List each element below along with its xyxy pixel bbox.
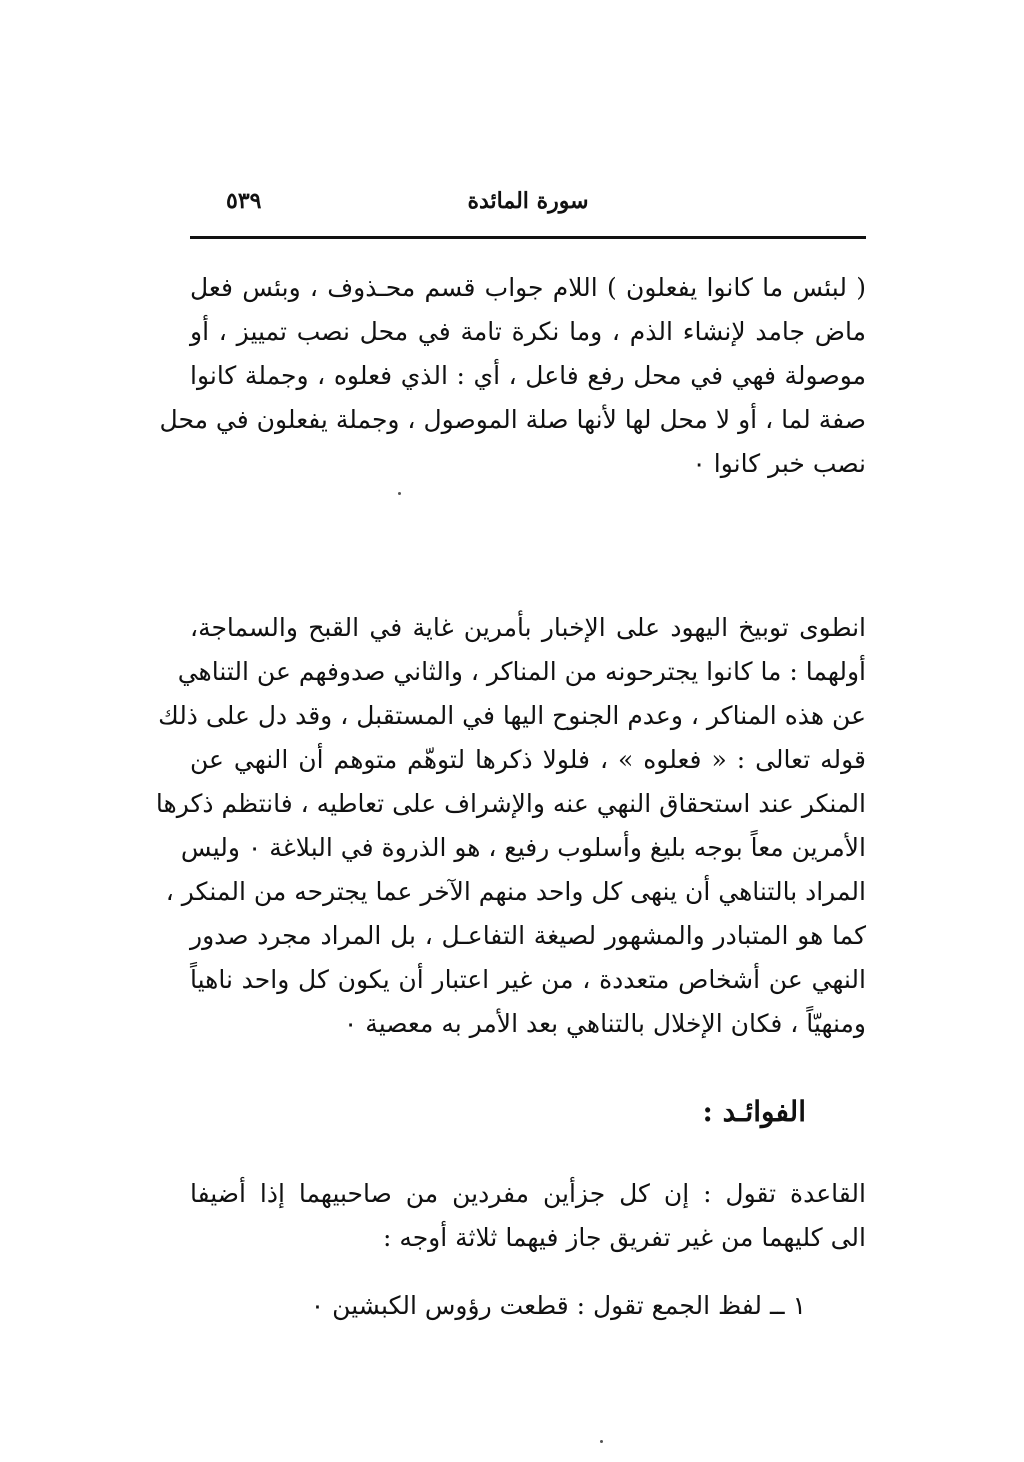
page-number: ٥٣٩ [226, 188, 262, 214]
text-line: النهي عن أشخاص متعددة ، من غير اعتبار أن يكون كل واحد ناهياً [190, 965, 866, 994]
text-line: أولهما : ما كانوا يجترحونه من المناكر ، والثاني صدوفهم عن التناهي [177, 657, 866, 686]
section-heading: الفوائـد : [702, 1095, 806, 1128]
text-line: انطوى توبيخ اليهود على الإخبار بأمرين غاية في القبح والسماجة، [190, 613, 866, 642]
text-line: الى كليهما من غير تفريق جاز فيهما ثلاثة أوجه : [382, 1223, 866, 1252]
text-line: صفة لما ، أو لا محل لها لأنها صلة الموصول ، وجملة يفعلون في محل [159, 405, 866, 434]
grammar-paragraph [159, 266, 866, 486]
text-line: ومنهيّاً ، فكان الإخلال بالتناهي بعد الأمر به معصية ٠ [343, 1009, 866, 1038]
rule-paragraph [190, 1172, 866, 1260]
rhetoric-paragraph [155, 606, 866, 1046]
text-line: المراد بالتناهي أن ينهى كل واحد منهم الآخر عما يجترحه من المنكر ، [165, 877, 866, 906]
text-line: قوله تعالى : « فعلوه » ، فلولا ذكرها لتوهّم متوهم أن النهي عن [190, 745, 866, 774]
text-line: الأمرين معاً بوجه بليغ وأسلوب رفيع ، هو الذروة في البلاغة ٠ وليس [180, 833, 866, 862]
text-line: كما هو المتبادر والمشهور لصيغة التفاعـل ، بل المراد مجرد صدور [190, 921, 866, 950]
scan-speck [398, 492, 401, 495]
page-header [190, 188, 866, 228]
list-item: ١ ــ لفظ الجمع تقول : قطعت رؤوس الكبشين ٠ [310, 1291, 806, 1320]
text-line: ماض جامد لإنشاء الذم ، وما نكرة تامة في محل نصب تمييز ، أو [190, 317, 866, 346]
running-title: سورة المائدة [467, 188, 589, 214]
text-line: القاعدة تقول : إن كل جزأين مفردين من صاحبيهما إذا أضيفا [190, 1179, 866, 1208]
text-line: موصولة فهي في محل رفع فاعل ، أي : الذي فعلوه ، وجملة كانوا [190, 361, 866, 390]
text-line: نصب خبر كانوا ٠ [692, 449, 866, 478]
text-line: ( لبئس ما كانوا يفعلون ) اللام جواب قسم محـذوف ، وبئس فعل [190, 273, 866, 302]
header-rule [190, 236, 866, 239]
scan-speck [600, 1440, 603, 1443]
text-line: المنكر عند استحقاق النهي عنه والإشراف على تعاطيه ، فانتظم ذكرها [155, 789, 866, 818]
text-line: عن هذه المناكر ، وعدم الجنوح اليها في المستقبل ، وقد دل على ذلك [158, 701, 866, 730]
